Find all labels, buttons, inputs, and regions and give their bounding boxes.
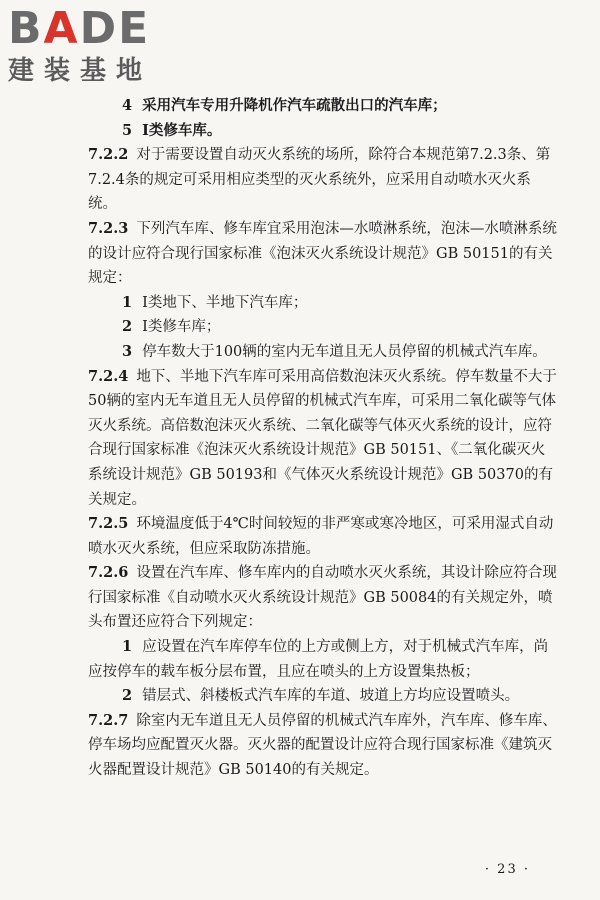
list-item: 2 Ⅰ类修车库； [122, 318, 221, 336]
document-body [88, 94, 558, 783]
logo-brand: BADE [8, 3, 151, 54]
logo-subtitle: 建装基地 [8, 56, 153, 86]
list-item: 1 应设置在汽车库停车位的上方或侧上方，对于机械式汽车库，尚应按停车的载车板分层布置，且应在喷头的上方设置集热板； [88, 638, 549, 680]
list-item: 3 停车数大于100辆的室内无车道且无人员停留的机械式汽车库。 [122, 342, 547, 360]
list-item: 4 采用汽车专用升降机作汽车疏散出口的汽车库； [122, 97, 447, 114]
clause-7-2-7: 7.2.7 除室内无车道且无人员停留的机械式汽车库外，汽车库、修车库、停车场均应配置灭火器。灭火器的配置设计应符合现行国家标准《建筑灭火器配置设计规范》GB 50140的有关规定。 [88, 711, 557, 779]
list-item: 1 Ⅰ类地下、半地下汽车库； [122, 293, 308, 311]
list-item: 2 错层式、斜楼板式汽车库的车道、坡道上方均应设置喷头。 [122, 687, 520, 705]
clause-7-2-6: 7.2.6 设置在汽车库、修车库内的自动喷水灭火系统，其设计除应符合现行国家标准《自动喷水灭火系统设计规范》GB 50084的有关规定外，喷头布置还应符合下列规定： [88, 564, 557, 631]
clause-7-2-2: 7.2.2 对于需要设置自动灭火系统的场所，除符合本规范第7.2.3条、第7.2.4条的规定可采用相应类型的灭火系统外，应采用自动喷水灭火系统。 [88, 146, 551, 213]
clause-7-2-5: 7.2.5 环境温度低于4℃时间较短的非严寒或寒冷地区，可采用湿式自动喷水灭火系统，但应采取防冻措施。 [88, 515, 554, 557]
clause-7-2-3: 7.2.3 下列汽车库、修车库宜采用泡沫—水喷淋系统，泡沫—水喷淋系统的设计应符合现行国家标准《泡沫灭火系统设计规范》GB 50151的有关规定： [88, 219, 557, 287]
page-number: · 23 · [484, 862, 530, 877]
clause-7-2-4: 7.2.4 地下、半地下汽车库可采用高倍数泡沫灭火系统。停车数量不大于50辆的室内无车道且无人员停留的机械式汽车库，可采用二氧化碳等气体灭火系统。高倍数泡沫灭火系统、二氧化碳等气体灭火系统的设计，应符合现行国家标准《泡沫灭火系统设计规范》GB 50151、《二氧化碳灭火系统设计规范》GB 50193和《气体灭火系统设计规范》GB 50370的有关规定。 [88, 367, 557, 508]
list-item: 5 Ⅰ类修车库。 [122, 121, 222, 139]
logo [8, 3, 176, 88]
